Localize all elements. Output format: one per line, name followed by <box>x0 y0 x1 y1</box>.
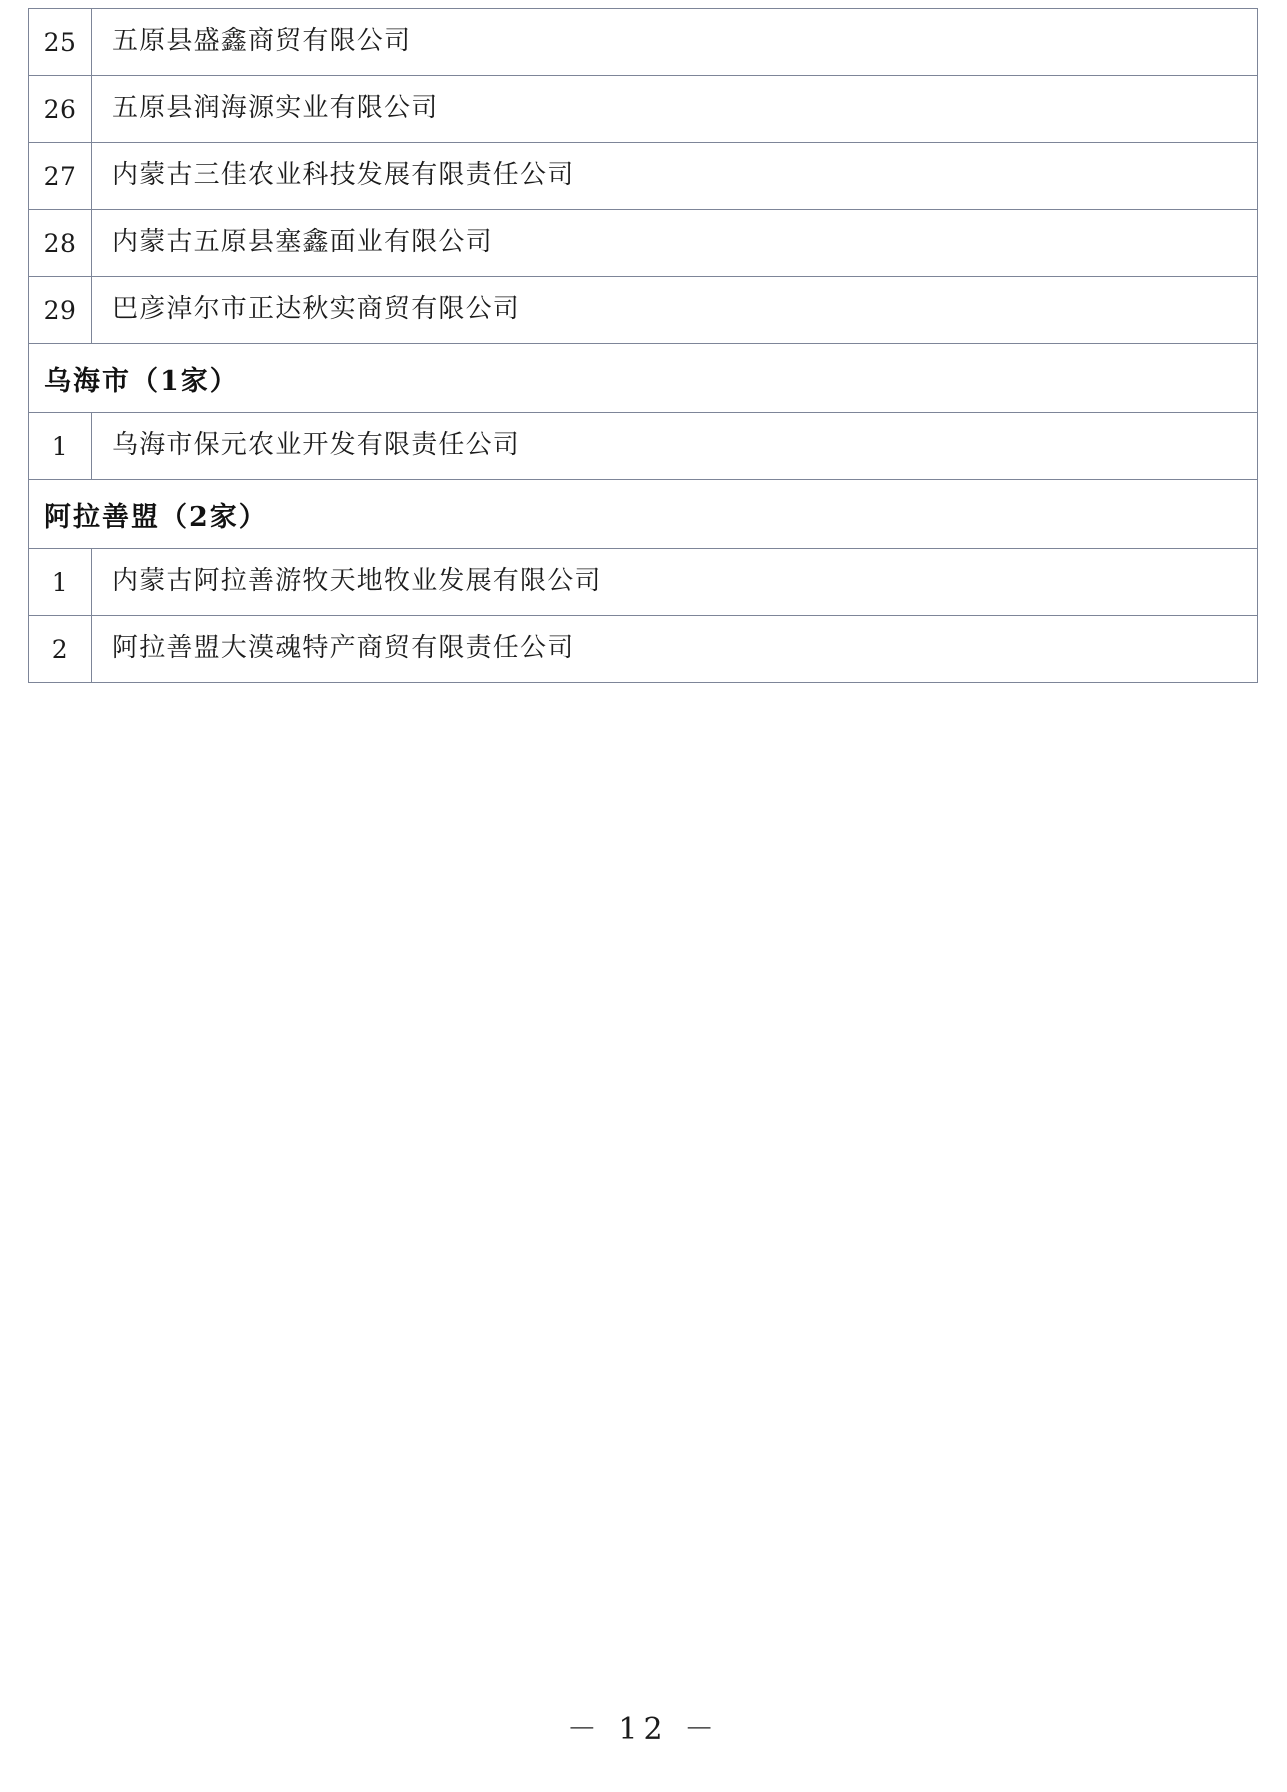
group-title: 阿拉善盟（2家） <box>29 480 1258 549</box>
table-group-row <box>29 344 1258 413</box>
company-name: 五原县盛鑫商贸有限公司 <box>92 9 1258 76</box>
row-number: 2 <box>29 616 92 683</box>
company-name: 内蒙古三佳农业科技发展有限责任公司 <box>92 143 1258 210</box>
table-row <box>29 549 1258 616</box>
group-title: 乌海市（1家） <box>29 344 1258 413</box>
row-number: 27 <box>29 143 92 210</box>
row-number: 28 <box>29 210 92 277</box>
company-name: 内蒙古五原县塞鑫面业有限公司 <box>92 210 1258 277</box>
company-name: 巴彦淖尔市正达秋实商贸有限公司 <box>92 277 1258 344</box>
table-body <box>29 9 1258 683</box>
company-name: 五原县润海源实业有限公司 <box>92 76 1258 143</box>
row-number: 25 <box>29 9 92 76</box>
row-number: 29 <box>29 277 92 344</box>
company-name: 阿拉善盟大漠魂特产商贸有限责任公司 <box>92 616 1258 683</box>
row-number: 1 <box>29 413 92 480</box>
table-row <box>29 210 1258 277</box>
row-number: 26 <box>29 76 92 143</box>
table-row <box>29 616 1258 683</box>
page-number: － 12 － <box>566 1712 721 1747</box>
company-name: 乌海市保元农业开发有限责任公司 <box>92 413 1258 480</box>
table-row <box>29 277 1258 344</box>
table-row <box>29 143 1258 210</box>
company-name: 内蒙古阿拉善游牧天地牧业发展有限公司 <box>92 549 1258 616</box>
row-number: 1 <box>29 549 92 616</box>
table-row <box>29 9 1258 76</box>
company-list-table <box>28 8 1258 683</box>
table-row <box>29 413 1258 480</box>
table-row <box>29 76 1258 143</box>
table-group-row <box>29 480 1258 549</box>
